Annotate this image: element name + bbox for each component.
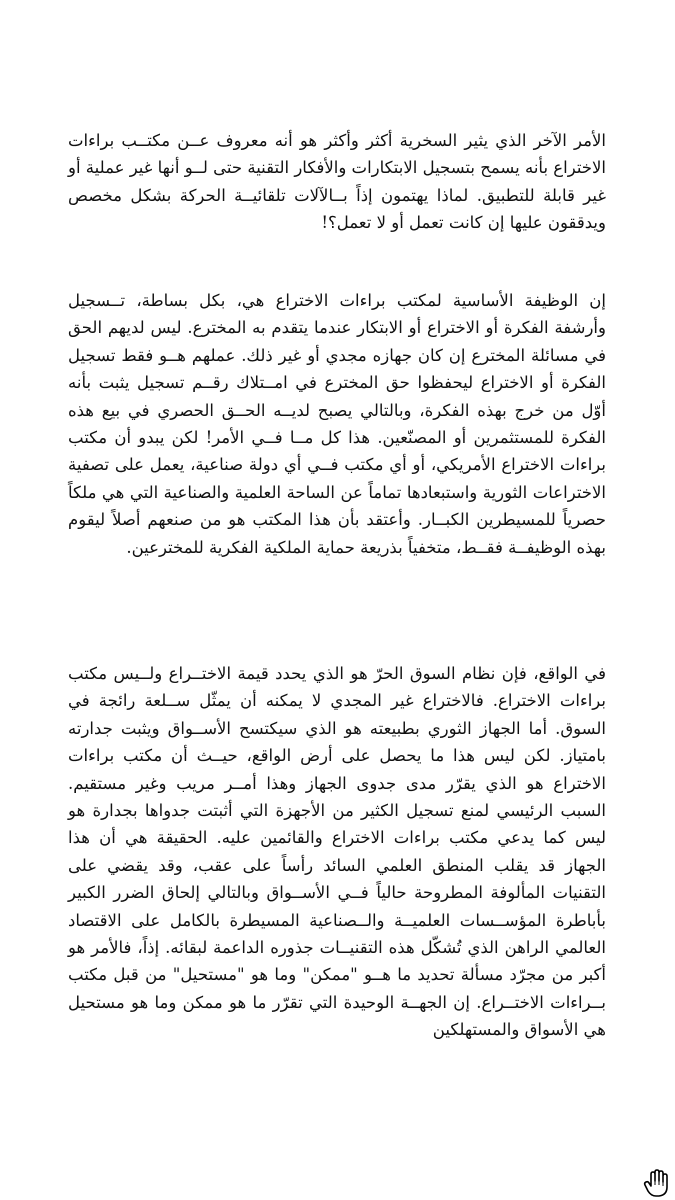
paragraph-2: إن الوظيفة الأساسية لمكتب براءات الاختراع هي، بكل بساطة، تــسجيل وأرشفة الفكرة أو الاختراع أو الابتكار عندما يتقدم به المخترع. ليس لديهم الحق في مسائلة المخترع إن كان جهازه مجدي أو غير ذلك. عملهم هــو فقط تسجيل الفكرة أو الاختراع ليحفظوا حق المخترع في امــتلاك رقــم تسجيل يثبت بأنه أوّل من خرج بهذه الفكرة، وبالتالي يصبح لديــه الحــق الحصري في بيع هذه الفكرة للمستثمرين أو المصنّعين. هذا كل مــا فــي الأمر! لكن يبدو أن مكتب براءات الاختراع الأمريكي، أو أي مكتب فــي أي دولة صناعية، يعمل على تصفية الاختراعات الثورية واستبعادها تماماً عن الساحة العلمية والصناعية التي هي ملكاً حصرياً للمسيطرين الكبــار. وأعتقد بأن هذا المكتب هو من صنعهم أصلاً ليقوم بهذه الوظيفــة فقــط، متخفياً بذريعة حماية الملكية الفكرية للمخترعين. <box>68 291 606 557</box>
paragraph-3: في الواقع، فإن نظام السوق الحرّ هو الذي يحدد قيمة الاختــراع ولــيس مكتب براءات الاختراع. فالاختراع غير المجدي لا يمكنه أن يمثّل ســلعة رائجة في السوق. أما الجهاز الثوري بطبيعته هو الذي سيكتسح الأســواق ويثبت جدارته بامتياز. لكن ليس هذا ما يحصل على أرض الواقع، حيــث أن مكتب براءات الاختراع هو الذي يقرّر مدى جدوى الجهاز وهذا أمــر مريب وغير مستقيم. السبب الرئيسي لمنع تسجيل الكثير من الأجهزة التي أثبتت جدواها بجدارة هو ليس كما يدعي مكتب براءات الاختراع والقائمين عليه. الحقيقة هي أن هذا الجهاز قد يقلب المنطق العلمي السائد رأساً على عقب، وقد يقضي على التقنيات المألوفة المطروحة حالياً فــي الأســواق وبالتالي إلحاق الضرر الكبير بأباطرة المؤســسات العلميــة والــصناعية المسيطرة بالكامل على الاقتصاد العالمي الراهن الذي تُشكّل هذه التقنيــات جذوره الداعمة لبقائه. إذاً، فالأمر هو أكبر من مجرّد مسألة تحديد ما هــو "ممكن" وما هو "مستحيل" من قبل مكتب بــراءات الاختــراع. إن الجهــة الوحيدة التي تقرّر ما هو ممكن وما هو مستحيل هي الأسواق والمستهلكين <box>68 664 606 1040</box>
hand-cursor-icon <box>643 1168 671 1198</box>
paragraph-1: الأمر الآخر الذي يثير السخرية أكثر وأكثر هو أنه معروف عــن مكتــب براءات الاختراع بأنه يسمح بتسجيل الابتكارات والأفكار التقنية حتى لــو أنها غير عملية أو غير قابلة للتطبيق. لماذا يهتمون إذاً بــالآلات تلقائيــة الحركة بشكل مخصص ويدققون عليها إن كانت تعمل أو لا تعمل؟! <box>67 131 606 233</box>
